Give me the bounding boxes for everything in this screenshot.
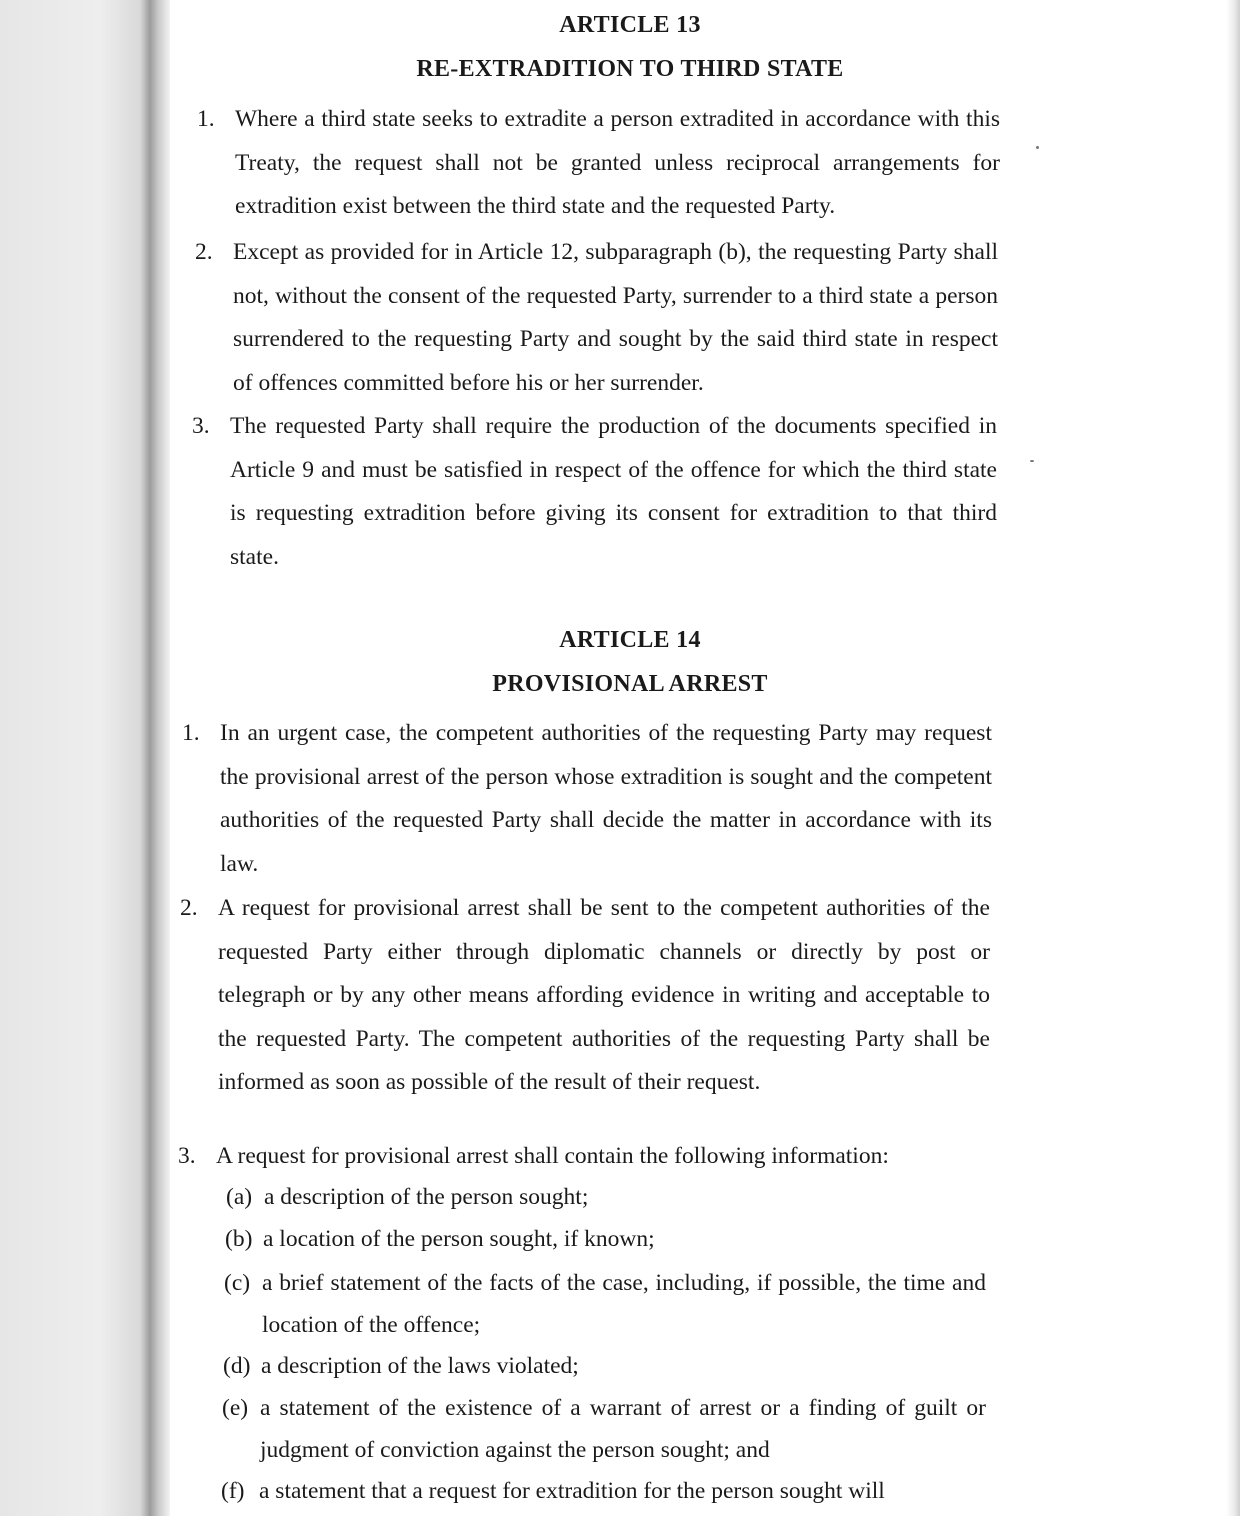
subitem-e: [222, 1387, 986, 1471]
item-number: 1.: [182, 720, 200, 746]
article-14-heading: ARTICLE 14: [559, 627, 701, 653]
subitem-letter: (f): [221, 1478, 245, 1504]
subitem-d: [223, 1345, 985, 1387]
item-number: 2.: [195, 239, 213, 265]
subitem-f: [221, 1470, 985, 1512]
item-text: In an urgent case, the competent authorities of the requesting Party may request the provisional arrest of the person whose extradition is sought and the competent authorities of the requested Party shall decide the matter in accordance with its law.: [220, 720, 992, 877]
article-13-title: RE-EXTRADITION TO THIRD STATE: [416, 56, 844, 82]
subitem-text: a brief statement of the facts of the case, including, if possible, the time and location of the offence;: [262, 1270, 986, 1338]
subitem-a: [226, 1176, 986, 1218]
item-text: A request for provisional arrest shall contain the following information:: [216, 1143, 889, 1169]
subitem-text: a statement that a request for extradition for the person sought will: [259, 1478, 885, 1504]
subitem-letter: (e): [222, 1395, 249, 1421]
subitem-b: [225, 1218, 985, 1260]
article-13-item-3: [192, 405, 997, 579]
article-14-title: PROVISIONAL ARREST: [492, 671, 768, 697]
article-14-item-1: [182, 712, 992, 886]
subitem-c: [224, 1262, 986, 1346]
item-number: 1.: [197, 106, 215, 132]
item-text: Where a third state seeks to extradite a person extradited in accordance with this Treaty, the request shall not be granted unless reciprocal arrangements for extradition exist between the third state and the requested Party.: [235, 106, 1000, 219]
item-number: 2.: [180, 895, 198, 921]
scan-speck: [1036, 146, 1039, 149]
scan-speck: [1030, 460, 1034, 462]
item-text: The requested Party shall require the production of the documents specified in Article 9 and must be satisfied in respect of the offence for which the third state is requesting extradition before giving its consent for extradition to that third state.: [230, 413, 997, 570]
subitem-text: a description of the person sought;: [264, 1184, 589, 1210]
article-13-heading: ARTICLE 13: [559, 12, 701, 38]
subitem-text: a statement of the existence of a warrant of arrest or a finding of guilt or judgment of conviction against the person sought; and: [260, 1395, 986, 1463]
item-number: 3.: [192, 413, 210, 439]
article-13-item-2: [195, 231, 998, 405]
item-text: Except as provided for in Article 12, subparagraph (b), the requesting Party shall not, without the consent of the requested Party, surrender to a third state a person surrendered to the requesting Party and sought by the said third state in respect of offences committed before his or her surrender.: [233, 239, 998, 396]
item-number: 3.: [178, 1143, 196, 1169]
subitem-text: a location of the person sought, if known;: [263, 1226, 655, 1252]
subitem-letter: (d): [223, 1353, 251, 1379]
subitem-letter: (b): [225, 1226, 253, 1252]
article-13-item-1: [197, 98, 1000, 229]
subitem-letter: (c): [224, 1270, 251, 1296]
subitem-letter: (a): [226, 1184, 253, 1210]
article-14-item-3: [178, 1135, 988, 1179]
subitem-text: a description of the laws violated;: [261, 1353, 579, 1379]
item-text: A request for provisional arrest shall be sent to the competent authorities of the requested Party either through diplomatic channels or directly by post or telegraph or by any other means affording evidence in writing and acceptable to the requested Party. The competent authorities of the requesting Party shall be informed as soon as possible of the result of their request.: [218, 895, 990, 1095]
article-14-item-2: [180, 887, 990, 1105]
